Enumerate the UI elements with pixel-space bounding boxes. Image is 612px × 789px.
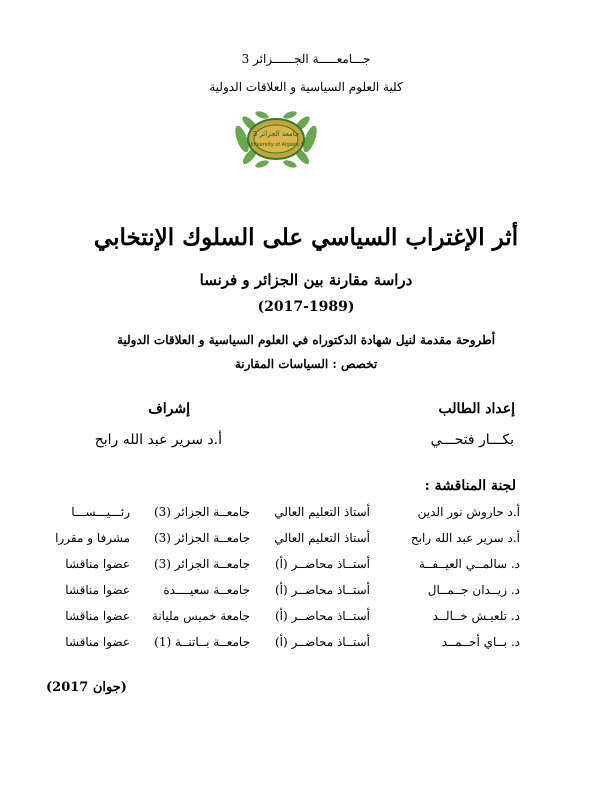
member-institution: جامعــة بــاتنــة (1) [154, 635, 250, 649]
member-rank: أستــاذ محاضــر (أ) [274, 635, 370, 649]
member-rank: أستاذ التعليم العالي [274, 531, 370, 545]
member-name: د. سالمــي العيــفــة [418, 557, 520, 571]
member-role: رئـــيـــســـا [71, 505, 130, 519]
supervisor-name: أ.د سرير عبد الله رابح [94, 432, 222, 448]
committee-row [55, 531, 520, 557]
member-name: أ.د حاروش نور الدين [417, 505, 520, 519]
member-institution: جامعة خميس مليانة [151, 609, 250, 623]
committee-label: لجنة المناقشة : [424, 478, 516, 494]
member-name: د. تلعيـش خــالــد [432, 609, 520, 623]
member-name: أ.د سرير عبد الله رابح [410, 531, 520, 545]
logo-text-en: University of Algiers 3 [248, 142, 304, 148]
student-name: بكـــار فتحـــي [430, 432, 514, 448]
university-logo [228, 106, 324, 172]
committee-table [55, 505, 520, 661]
thesis-title: أثر الإغتراب السياسي على السلوك الإنتخابي [93, 224, 519, 251]
member-role: عضوا مناقشا [65, 635, 130, 649]
member-institution: جامعــة الجزائر (3) [153, 557, 250, 571]
member-rank: أستــاذ محاضــر (أ) [274, 583, 370, 597]
committee-row [60, 557, 520, 583]
faculty-name: كلية العلوم السياسية و العلاقات الدولية [209, 80, 403, 94]
committee-row [60, 635, 520, 661]
member-role: عضوا مناقشا [65, 609, 130, 623]
member-rank: أستاذ التعليم العالي [274, 505, 370, 519]
member-institution: جامعــة الجزائر (3) [153, 505, 250, 519]
member-role: عضوا مناقشا [65, 583, 130, 597]
committee-row [60, 583, 520, 609]
committee-row [60, 609, 520, 635]
committee-row [60, 505, 520, 531]
member-name: د. زيــدان جــمــال [427, 583, 520, 597]
university-name: جـــامعـــــة الجــــــزائر 3 [241, 52, 371, 66]
specialization: تخصص : السياسات المقارنة [234, 357, 378, 371]
study-period: (2017-1989) [257, 299, 355, 315]
thesis-subtitle: دراسة مقارنة بين الجزائر و فرنسا [199, 271, 413, 289]
preparation-label: إعداد الطالب [438, 401, 515, 417]
thesis-note: أطروحة مقدمة لنيل شهادة الدكتوراه في العلوم السياسية و العلاقات الدولية [116, 333, 496, 347]
member-role: عضوا مناقشا [65, 557, 130, 571]
member-institution: جامعــة الجزائر (3) [153, 531, 250, 545]
defense-date: (جوان 2017) [46, 680, 127, 695]
supervision-label: إشراف [148, 401, 190, 417]
member-rank: أستــاذ محاضــر (أ) [274, 557, 370, 571]
member-institution: جامعــة سعيــــدة [163, 583, 250, 597]
member-name: د. بــاي أحــمــد [441, 635, 520, 649]
member-role: مشرفا و مقررا [55, 531, 130, 545]
logo-text-ar: جامعة الجزائر 3 [252, 130, 300, 138]
member-rank: أستــاذ محاضــر (أ) [274, 609, 370, 623]
